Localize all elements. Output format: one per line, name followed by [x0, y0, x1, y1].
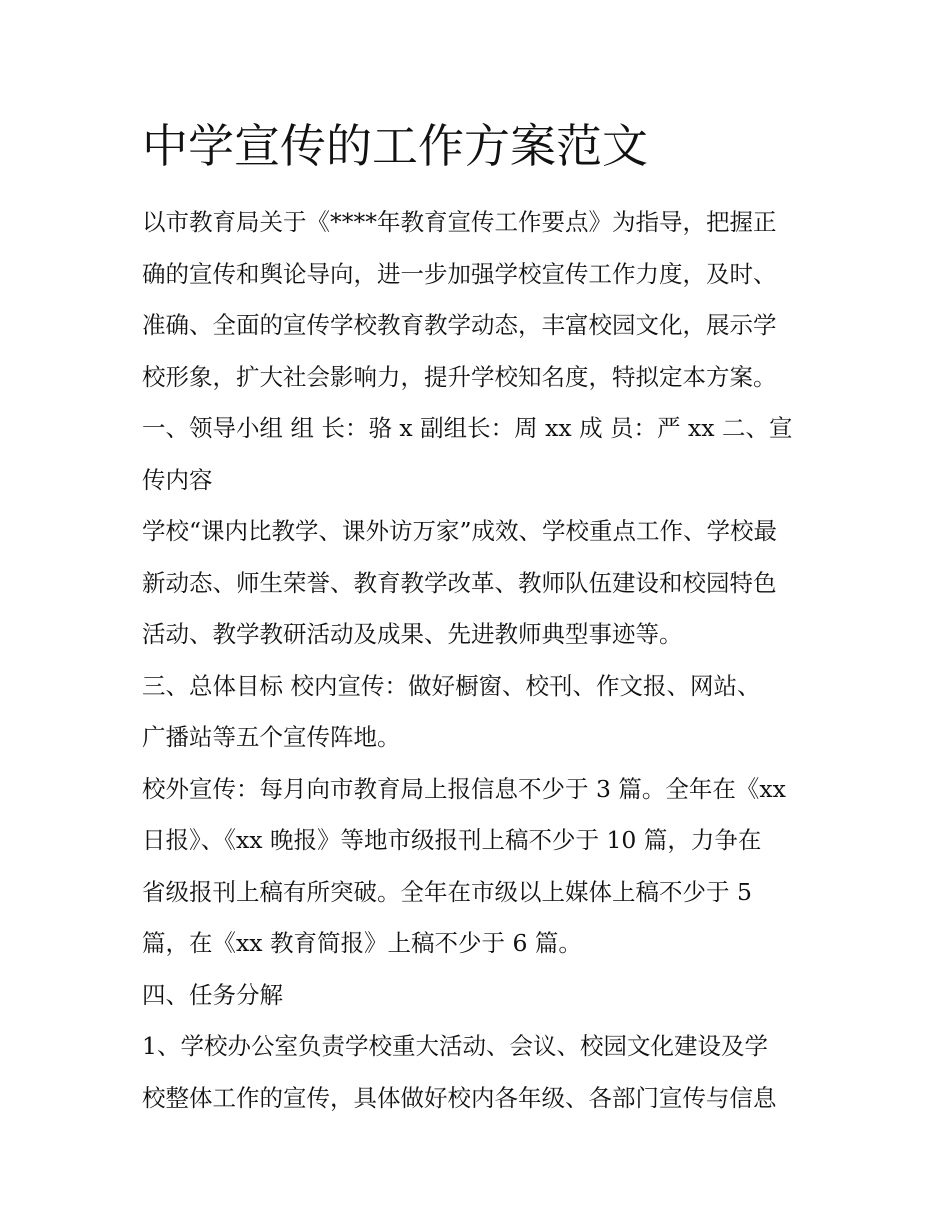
body-line: 以市教育局关于《****年教育宣传工作要点》为指导，把握正 — [142, 208, 777, 236]
body-line: 校形象，扩大社会影响力，提升学校知名度，特拟定本方案。 — [142, 362, 777, 391]
document-body — [142, 197, 822, 1124]
document-title: 中学宣传的工作方案范文 — [142, 119, 648, 173]
body-line: 学校“课内比教学、课外访万家”成效、学校重点工作、学校最 — [142, 517, 778, 545]
body-line: 校外宣传：每月向市教育局上报信息不少于 3 篇。全年在《xx — [142, 774, 786, 803]
body-line: 广播站等五个宣传阵地。 — [142, 723, 401, 751]
body-line: 篇，在《xx 教育简报》上稿不少于 6 篇。 — [142, 929, 582, 957]
body-line: 四、任务分解 — [142, 980, 283, 1009]
body-line: 准确、全面的宣传学校教育教学动态，丰富校园文化，展示学 — [142, 311, 777, 339]
body-line: 日报》、《xx 晚报》等地市级报刊上稿不少于 10 篇，力争在 — [142, 826, 762, 854]
body-line: 传内容 — [142, 465, 213, 494]
body-line: 确的宣传和舆论导向，进一步加强学校宣传工作力度，及时、 — [142, 259, 777, 288]
body-line: 1、学校办公室负责学校重大活动、会议、校园文化建设及学 — [142, 1032, 768, 1060]
body-line: 省级报刊上稿有所突破。全年在市级以上媒体上稿不少于 5 — [142, 877, 752, 906]
body-line: 新动态、师生荣誉、教育教学改革、教师队伍建设和校园特色 — [142, 568, 777, 597]
body-line: 一、领导小组 组 长：骆 x 副组长：周 xx 成 员：严 xx 二、宣 — [142, 414, 793, 442]
body-line: 活动、教学教研活动及成果、先进教师典型事迹等。 — [142, 620, 683, 648]
body-line: 校整体工作的宣传，具体做好校内各年级、各部门宣传与信息 — [142, 1083, 777, 1112]
body-line: 三、总体目标 校内宣传：做好橱窗、校刊、作文报、网站、 — [142, 671, 761, 700]
